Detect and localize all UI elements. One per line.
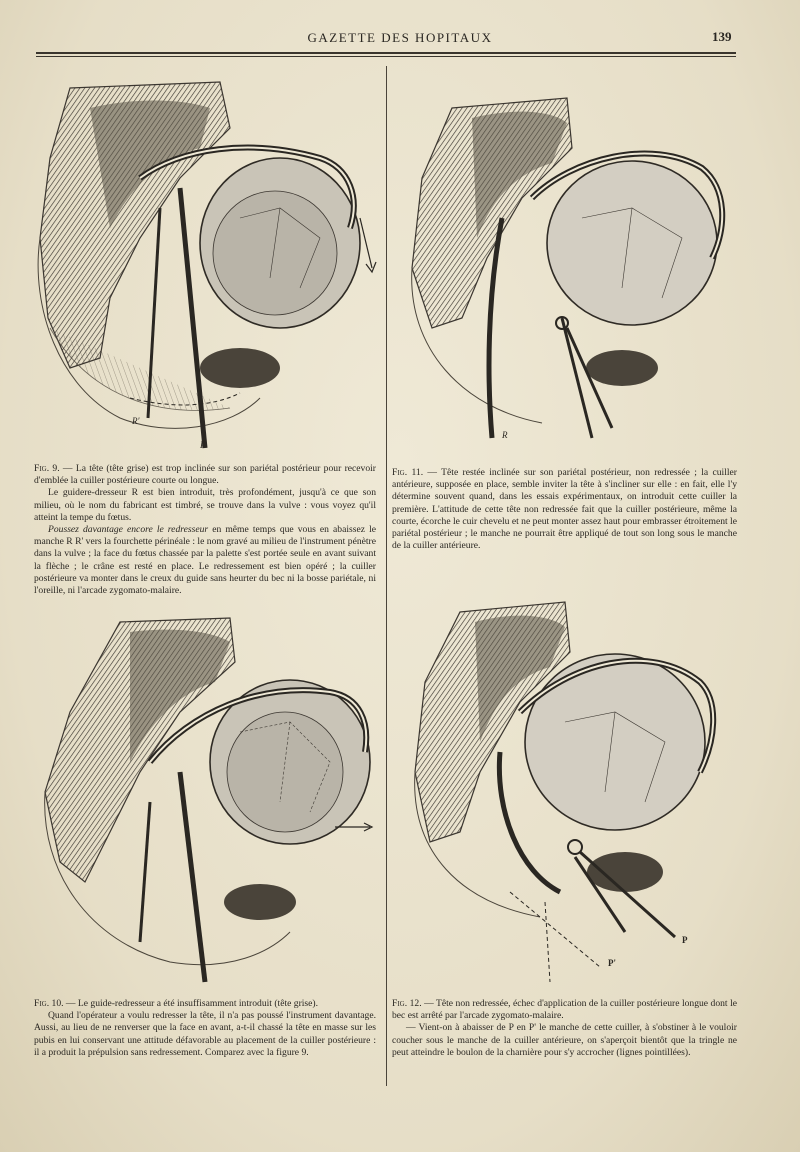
figure-9-caption-p3: en même temps que vous en abaissez le manche R R' vers la fourchette périnéale : le nom gravé au milieu de l'instrument pénètre dans la vulve ; la face du fœtus chassée par la palette s'est portée seule en avant suivant la flèche ; le crâne est resté en place. Le redressement est bien opéré ; la cuiller postérieure va monter dans le creux du guide sans heurter du bec ni la bosse pariétale, ni l'oreille, ni l'arcade zygomato-malaire. [34, 524, 376, 597]
figure-12-caption-first: — Tête non redressée, échec d'application de la cuiller postérieure longue dont le bec est arrêté par l'arcade zygomato-malaire. [392, 998, 738, 1022]
figure-10-caption [34, 998, 376, 1059]
figure-11-caption-lead: Fig. 11. [392, 467, 424, 478]
figure-9-label-r: R [200, 440, 206, 450]
figure-10-illustration [30, 612, 380, 992]
figure-12-label-p: P [682, 935, 688, 945]
figure-9-caption-p3-emphasis: Poussez davantage encore le redresseur [48, 524, 209, 536]
figure-12-illustration [400, 572, 737, 992]
figure-9-caption-lead: Fig. 9. [34, 463, 60, 474]
figure-9-caption-p2: Le guidere-dresseur R est bien introduit, très profondément, jusqu'à ce que son milieu, où le nom du fabricant est timbré, se trouve dans la vulve : vous voyez qu'il atteint la tempe du fœtus. [34, 487, 376, 523]
figure-9-caption-first: — La tête (tête grise) est trop inclinée sur son pariétal postérieur pour recevoir d'emblée la cuiller postérieure courte ou longue. [34, 463, 376, 487]
figure-11-caption [392, 467, 737, 552]
column-divider [386, 66, 387, 1086]
figure-9-caption [34, 463, 376, 597]
figure-11-caption-first: — Tête restée inclinée sur son pariétal postérieur, non redressée ; la cuiller antérieure, supposée en place, semble inviter la tête à s'incliner sur elle : en fait, elle l'y détermine souvent quand, dans les essais expérimentaux, on introduit cette cuiller la première. L'attitude de cette tête non redressée fait que la cuiller postérieure, même la courte, écorche le cuir chevelu et ne peut monter assez haut pour embrasser étroitement le pariétal postérieur ; le manche ne pourrait être appliqué de tout son long sous le manche de la cuiller antérieure. [392, 467, 737, 552]
figure-11-illustration [392, 68, 737, 460]
figure-9-label-r-prime: R' [132, 416, 140, 426]
figure-11-label-r: R [502, 430, 508, 440]
figure-10-caption-lead: Fig. 10. [34, 998, 64, 1009]
figure-12-caption-p2: — Vient-on à abaisser de P en P' le manche de cette cuiller, à s'obstiner à le vouloir coucher sous le manche de la cuiller antérieure, on s'aperçoit bientôt que la tringle ne peut atteindre le boulon de la charnière pour s'y accrocher (lignes pointillées). [392, 1022, 737, 1058]
figure-9-illustration [30, 68, 380, 460]
figure-12-label-p-prime: P' [608, 958, 616, 968]
figure-10-caption-first: — Le guide-redresseur a été insuffisamment introduit (tête grise). [63, 998, 319, 1009]
page-number: 139 [712, 29, 732, 44]
figure-10-caption-p2: Quand l'opérateur a voulu redresser la tête, il n'a pas poussé l'instrument davantage. Aussi, au lieu de ne renverser que la face en avant, a-t-il chassé la tête en masse sur les pubis en lui conservant une attitude défavorable au placement de la cuiller postérieure : il a produit la prépulsion sans redressement. Comparez avec la figure 9. [34, 1010, 376, 1058]
figure-12-caption-lead: Fig. 12. [392, 998, 422, 1009]
page-header-title: GAZETTE DES HOPITAUX [307, 30, 493, 45]
figure-12-caption [392, 998, 737, 1059]
header-rule-thick [36, 52, 736, 54]
header-rule-thin [36, 56, 736, 57]
